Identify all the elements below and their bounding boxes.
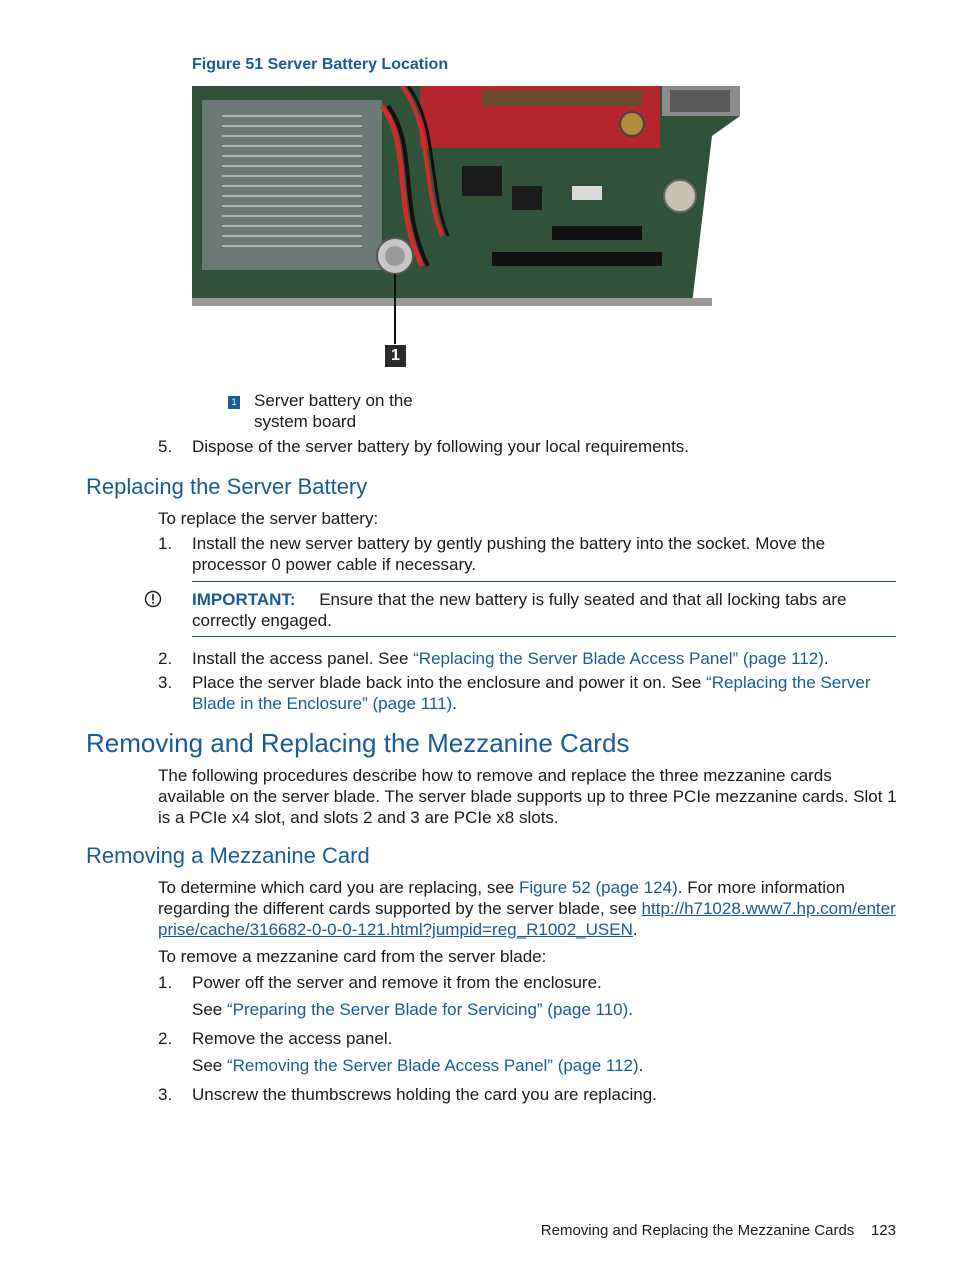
- important-text: Ensure that the new battery is fully seated and that all locking tabs are correctly engaged.: [192, 590, 847, 630]
- footer-section-title: Removing and Replacing the Mezzanine Cards: [540, 1222, 855, 1239]
- figure-reference-link[interactable]: Figure 52 (page 124): [518, 878, 678, 897]
- step-number: 3.: [158, 1085, 173, 1104]
- step-text: [192, 672, 896, 714]
- step-number: 3.: [158, 673, 173, 692]
- external-url-link[interactable]: http://h71028.www7.hp.com/enterprise/cache/316682-0-0-0-121.html?jumpid=reg_R1002_USEN: [158, 899, 896, 939]
- note-top-rule: [192, 581, 896, 582]
- note-bottom-rule: [192, 636, 896, 637]
- cross-reference-link[interactable]: “Replacing the Server Blade Access Panel” (page 112): [413, 649, 824, 668]
- legend-number-badge: 1: [228, 396, 240, 409]
- step-number: 1.: [158, 534, 173, 553]
- figure-caption: Figure 51 Server Battery Location: [192, 56, 449, 73]
- step-text-part: .: [452, 694, 457, 713]
- section-intro: To replace the server battery:: [158, 509, 379, 528]
- step-text: [192, 648, 896, 669]
- step-text: Power off the server and remove it from the enclosure.: [192, 973, 602, 992]
- cross-reference-link[interactable]: “Removing the Server Blade Access Panel” (page 112): [226, 1056, 639, 1075]
- paragraph-text: .: [632, 920, 638, 939]
- section-heading: Removing a Mezzanine Card: [86, 843, 370, 868]
- paragraph-text: . For more information regarding the different cards supported by the server blade, see: [158, 878, 845, 918]
- see-text: See: [192, 1000, 227, 1019]
- section-paragraph: The following procedures describe how to remove and replace the three mezzanine cards available on the server blade. The server blade supports up to three PCIe mezzanine cards. Slot 1 is a PCIe x4 slot, and slots 2 and 3 are PCIe x8 slots.: [158, 766, 897, 827]
- step-number: 2.: [158, 1029, 173, 1048]
- see-text: See: [192, 1056, 227, 1075]
- important-label: IMPORTANT:: [192, 590, 296, 609]
- see-text: .: [638, 1056, 644, 1075]
- step-number: 2.: [158, 649, 173, 668]
- step-see-reference: [192, 999, 633, 1020]
- section-heading-main: Removing and Replacing the Mezzanine Cards: [86, 728, 630, 758]
- step-text: Remove the access panel.: [192, 1029, 393, 1048]
- paragraph-text: To determine which card you are replacing, see: [158, 878, 519, 897]
- step-number: 1.: [158, 973, 173, 992]
- callout-badge: 1: [385, 345, 406, 367]
- section-heading: Replacing the Server Battery: [86, 474, 368, 499]
- step-text: Install the new server battery by gently pushing the battery into the socket. Move the processor 0 power cable if necessary.: [192, 534, 826, 574]
- step-text: Unscrew the thumbscrews holding the card you are replacing.: [192, 1085, 657, 1104]
- cross-reference-link[interactable]: “Preparing the Server Blade for Servicing” (page 110): [226, 1000, 629, 1019]
- step-text-part: Install the access panel. See: [192, 649, 414, 668]
- important-icon: [144, 590, 162, 608]
- step-see-reference: [192, 1055, 643, 1076]
- step-text-part: Place the server blade back into the enclosure and power it on. See: [192, 673, 707, 692]
- cross-reference-link[interactable]: “Replacing the Server Blade in the Enclosure” (page 111): [192, 673, 871, 713]
- server-board-photo: [192, 86, 740, 318]
- step-text: Dispose of the server battery by following your local requirements.: [192, 437, 690, 456]
- step-number: 5.: [158, 437, 173, 456]
- page-number: 123: [870, 1222, 896, 1239]
- legend-text: Server battery on the system board: [254, 391, 413, 431]
- callout-leader-line: [394, 318, 396, 344]
- section-intro: To remove a mezzanine card from the server blade:: [158, 947, 547, 966]
- section-paragraph: [158, 877, 902, 940]
- step-text-part: .: [823, 649, 829, 668]
- page-footer: [541, 1222, 896, 1239]
- important-note: [192, 589, 902, 631]
- see-text: .: [628, 1000, 633, 1019]
